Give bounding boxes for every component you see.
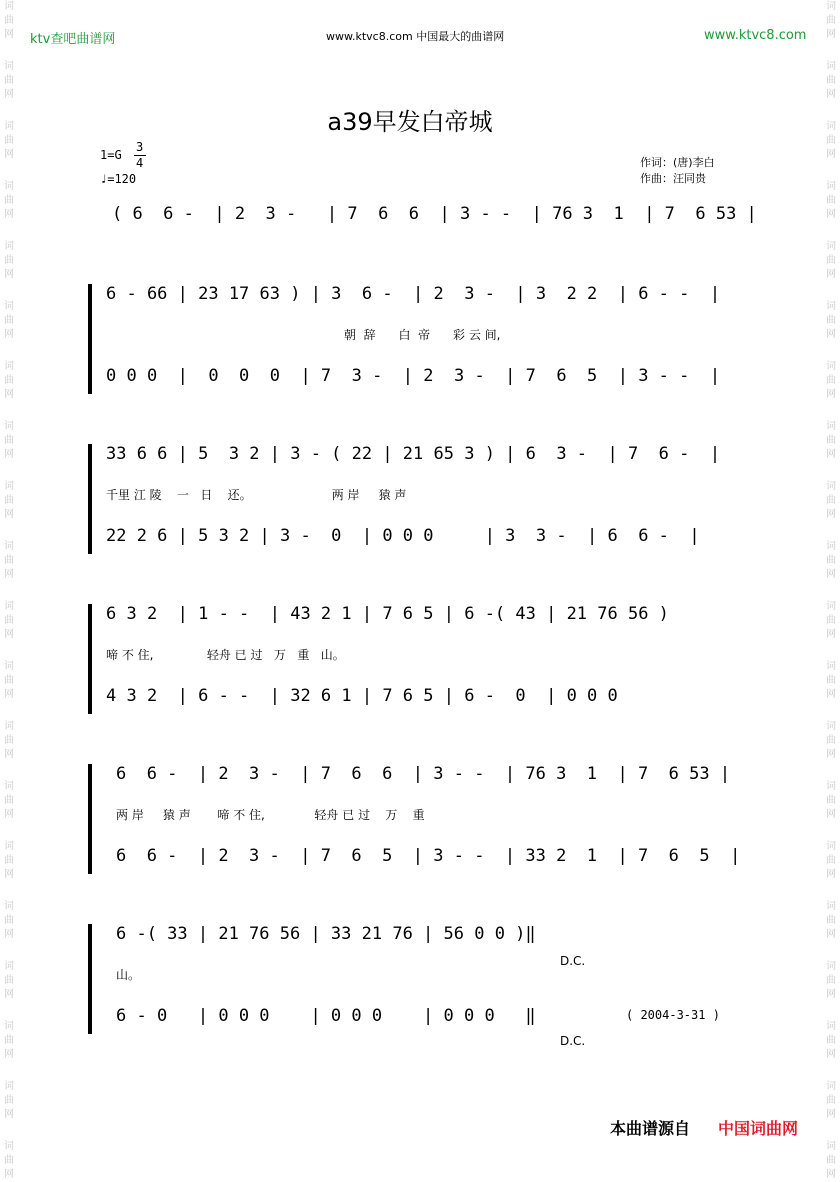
watermark-text: 词曲网 <box>4 181 14 220</box>
watermark-text: 词曲网 <box>4 361 14 400</box>
watermark-text: 词曲网 <box>826 1021 836 1060</box>
watermark-text: 词曲网 <box>4 961 14 1000</box>
upper-notes: 6 6 - | 2 3 - | 7 6 6 | 3 - - | 76 3 1 | 7 6 53 | <box>116 764 731 784</box>
lower-notes: 4 3 2 | 6 - - | 32 6 1 | 7 6 5 | 6 - 0 | 0 0 0 <box>106 686 618 706</box>
lyricist-credit: 作词：(唐)李白 <box>640 156 715 169</box>
watermark-text: 词曲网 <box>4 541 14 580</box>
lower-notes: 0 0 0 | 0 0 0 | 7 3 - | 2 3 - | 7 6 5 | 3 - - | <box>106 366 721 386</box>
watermark-text: 词曲网 <box>826 961 836 1000</box>
watermark-text: 词曲网 <box>4 481 14 520</box>
watermark-text: 词曲网 <box>826 421 836 460</box>
watermark-text: 词曲网 <box>826 721 836 760</box>
watermark-text: 词曲网 <box>4 61 14 100</box>
tempo-marking: ♩=120 <box>100 172 137 186</box>
footer-source-label: 本曲谱源自 <box>610 1119 691 1138</box>
watermark-text: 词曲网 <box>826 541 836 580</box>
watermark-text: 词曲网 <box>826 361 836 400</box>
watermark-text: 词曲网 <box>826 121 836 160</box>
watermark-text: 词曲网 <box>826 61 836 100</box>
upper-notes: 6 - 66 | 23 17 63 ) | 3 6 - | 2 3 - | 3 2 2 | 6 - - | <box>106 284 721 304</box>
lyrics-line: 朝 辞 白 帝 彩 云 间, <box>344 328 501 342</box>
header-center-text: www.ktvc8.com 中国最大的曲谱网 <box>326 30 505 43</box>
lower-notes: 6 6 - | 2 3 - | 7 6 5 | 3 - - | 33 2 1 | 7 6 5 | <box>116 846 741 866</box>
watermark-text: 词曲网 <box>4 1021 14 1060</box>
composer-credit: 作曲：汪同贵 <box>640 172 706 185</box>
left-watermark <box>0 0 18 1180</box>
lyrics-line: 山。 <box>116 968 141 982</box>
date-stamp: ( 2004-3-31 ) <box>626 1008 720 1022</box>
watermark-text: 词曲网 <box>826 1081 836 1120</box>
watermark-text: 词曲网 <box>4 901 14 940</box>
page-title: a39早发白帝城 <box>327 108 493 136</box>
watermark-text: 词曲网 <box>4 301 14 340</box>
watermark-text: 词曲网 <box>826 901 836 940</box>
watermark-text: 词曲网 <box>4 1 14 40</box>
time-signature-top: 3 <box>136 140 144 154</box>
watermark-text: 词曲网 <box>4 781 14 820</box>
header-right-link[interactable]: www.ktvc8.com <box>704 28 807 43</box>
da-capo-upper: D.C. <box>560 954 586 968</box>
watermark-text: 词曲网 <box>826 601 836 640</box>
watermark-text: 词曲网 <box>4 1141 14 1180</box>
key-signature: 1=G <box>100 148 122 162</box>
system-bracket <box>88 604 92 714</box>
watermark-text: 词曲网 <box>826 241 836 280</box>
lower-notes: 22 2 6 | 5 3 2 | 3 - 0 | 0 0 0 | 3 3 - | 6 6 - | <box>106 526 700 546</box>
watermark-text: 词曲网 <box>826 1141 836 1180</box>
lyrics-line: 千里 江 陵 一 日 还。 两 岸 猿 声 <box>106 488 407 502</box>
right-watermark <box>822 0 840 1180</box>
da-capo-lower: D.C. <box>560 1034 586 1048</box>
watermark-text: 词曲网 <box>4 241 14 280</box>
header-left-link[interactable]: ktv查吧曲谱网 <box>30 32 116 47</box>
system-bracket <box>88 284 92 394</box>
watermark-text: 词曲网 <box>826 781 836 820</box>
watermark-text: 词曲网 <box>826 661 836 700</box>
upper-notes: ( 6 6 - | 2 3 - | 7 6 6 | 3 - - | 76 3 1 | 7 6 53 | <box>112 204 757 224</box>
watermark-text: 词曲网 <box>4 601 14 640</box>
watermark-text: 词曲网 <box>826 1 836 40</box>
system-bracket <box>88 924 92 1034</box>
lyrics-line: 两 岸 猿 声 啼 不 住, 轻舟 已 过 万 重 <box>116 808 425 822</box>
watermark-text: 词曲网 <box>4 661 14 700</box>
watermark-text: 词曲网 <box>826 841 836 880</box>
upper-notes: 6 -( 33 | 21 76 56 | 33 21 76 | 56 0 0 )‖ <box>116 924 536 944</box>
watermark-text: 词曲网 <box>826 181 836 220</box>
watermark-text: 词曲网 <box>826 301 836 340</box>
watermark-text: 词曲网 <box>4 841 14 880</box>
footer-source-link[interactable]: 中国词曲网 <box>718 1119 799 1138</box>
system-bracket <box>88 764 92 874</box>
upper-notes: 33 6 6 | 5 3 2 | 3 - ( 22 | 21 65 3 ) | 6 3 - | 7 6 - | <box>106 444 721 464</box>
watermark-text: 词曲网 <box>826 481 836 520</box>
time-signature-bottom: 4 <box>136 156 144 170</box>
lower-notes: 6 - 0 | 0 0 0 | 0 0 0 | 0 0 0 ‖ <box>116 1006 536 1026</box>
watermark-text: 词曲网 <box>4 421 14 460</box>
upper-notes: 6 3 2 | 1 - - | 43 2 1 | 7 6 5 | 6 -( 43 | 21 76 56 ) <box>106 604 669 624</box>
watermark-text: 词曲网 <box>4 1081 14 1120</box>
watermark-text: 词曲网 <box>4 121 14 160</box>
system-bracket <box>88 444 92 554</box>
watermark-text: 词曲网 <box>4 721 14 760</box>
lyrics-line: 啼 不 住, 轻舟 已 过 万 重 山。 <box>106 648 345 662</box>
